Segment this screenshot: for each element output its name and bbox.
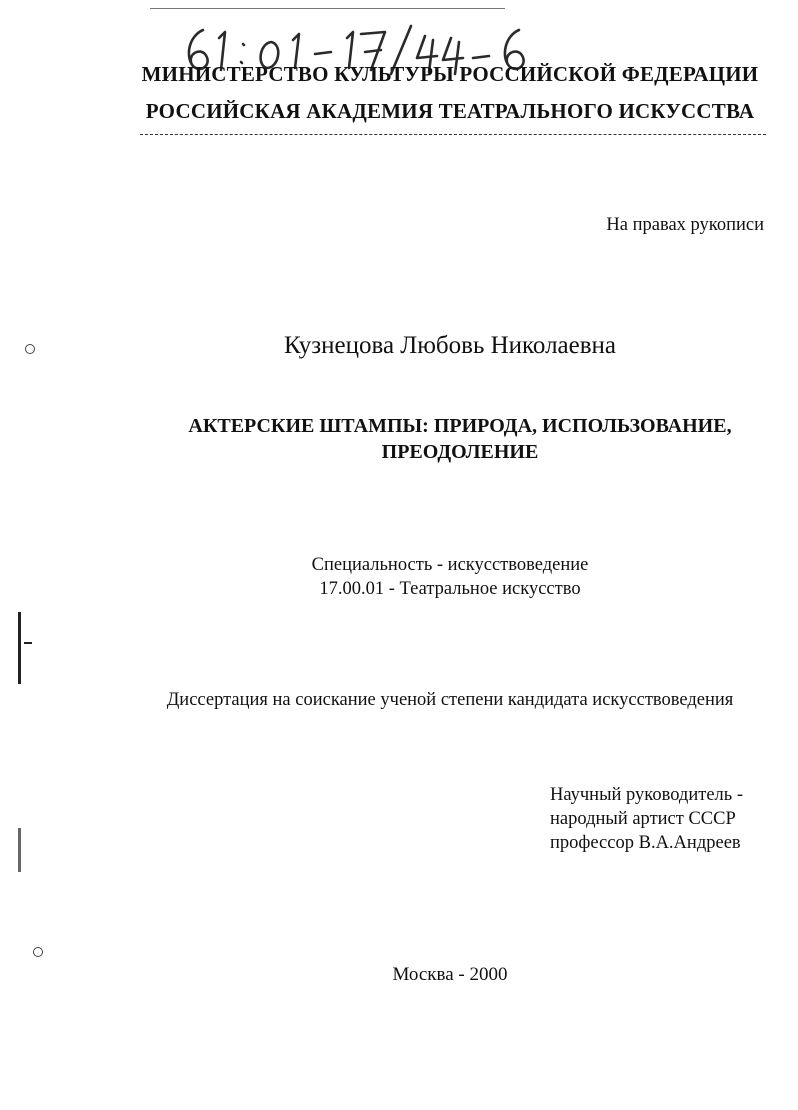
scan-border-line <box>150 8 505 9</box>
margin-scan-tick <box>24 642 32 644</box>
ministry-heading: МИНИСТЕРСТВО КУЛЬТУРЫ РОССИЙСКОЙ ФЕДЕРАЦИИ <box>141 62 759 86</box>
academy-heading: РОССИЙСКАЯ АКАДЕМИЯ ТЕАТРАЛЬНОГО ИСКУССТВА <box>145 99 755 123</box>
city-year: Москва - 2000 <box>392 964 508 985</box>
title-line-2: ПРЕОДОЛЕНИЕ <box>381 441 539 463</box>
title-line-1: АКТЕРСКИЕ ШТАМПЫ: ПРИРОДА, ИСПОЛЬЗОВАНИЕ, <box>188 415 732 437</box>
specialty-block <box>200 553 700 601</box>
margin-scan-mark <box>18 612 21 684</box>
advisor-line-3: профессор В.А.Андреев <box>550 833 741 853</box>
header-divider <box>140 134 766 135</box>
hole-punch-mark-top <box>25 344 35 354</box>
advisor-line-2: народный артист СССР <box>550 809 736 829</box>
specialty-line-2: 17.00.01 - Театральное искусство <box>319 579 581 599</box>
margin-scan-mark-lower <box>18 828 21 872</box>
hole-punch-mark-bottom <box>33 947 43 957</box>
author-name: Кузнецова Любовь Николаевна <box>283 332 617 359</box>
degree-statement: Диссертация на соискание ученой степени кандидата искусствоведения <box>166 690 734 710</box>
advisor-line-1: Научный руководитель - <box>550 785 743 805</box>
specialty-line-1: Специальность - искусствоведение <box>311 555 589 575</box>
dissertation-title <box>140 413 780 465</box>
advisor-block <box>550 783 790 855</box>
manuscript-note: На правах рукописи <box>606 215 764 235</box>
